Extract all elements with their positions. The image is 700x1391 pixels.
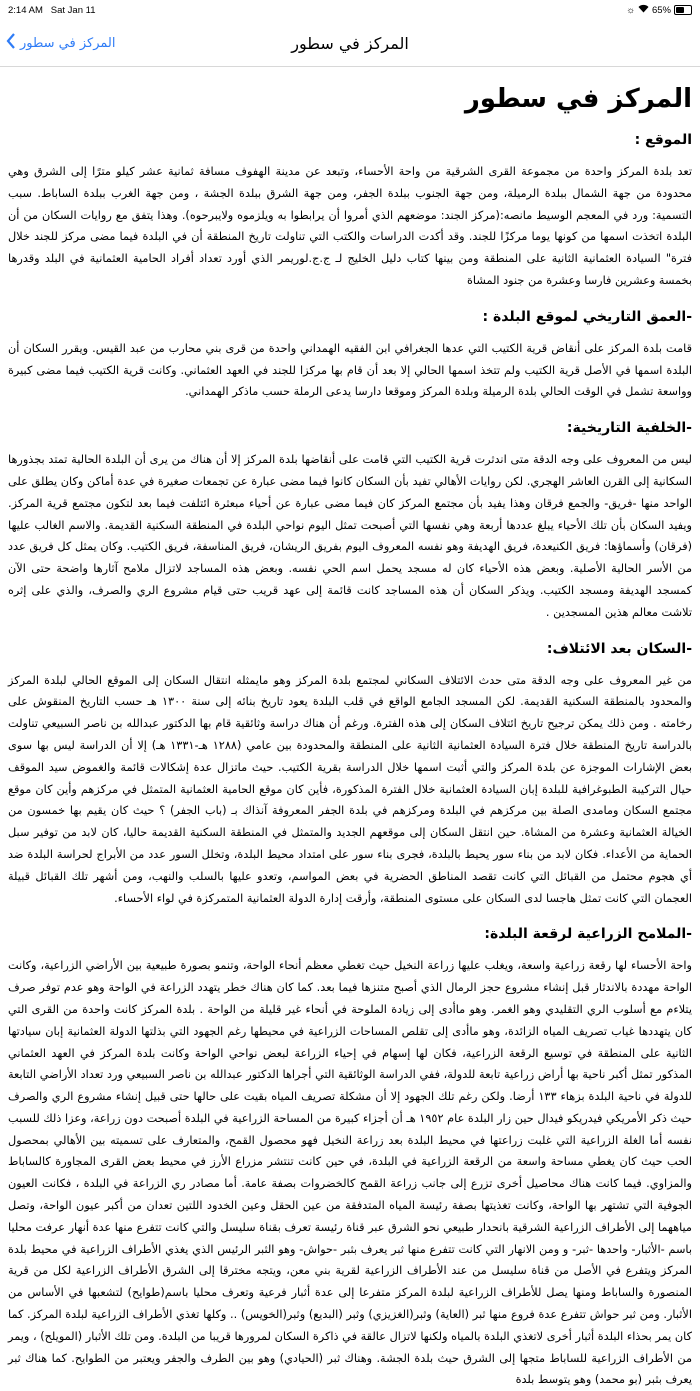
article xyxy=(0,79,700,1391)
status-left xyxy=(8,5,96,16)
section-heading: -الملامح الزراعية لرقعة البلدة: xyxy=(484,926,692,943)
section-heading: الموقع : xyxy=(634,132,692,148)
brightness-icon: ☼ xyxy=(626,4,635,16)
status-time: 2:14 AM xyxy=(8,4,43,16)
status-right xyxy=(626,4,692,16)
nav-title: المركز في سطور xyxy=(291,33,409,53)
section-body: من غير المعروف على وجه الدقة متى حدث الائتلاف السكاني لمجتمع بلدة المركز وهو مايمثله انتقال السكان إلى الموقع الحالي لبلدة المركز والمحدود بالمنطقة السكنية القديمة. لكن المسجد الجامع الواقع في قلب البلدة يعود تاريخ بنائه إلى سنة ١٣٠٠ هـ حسب التاريخ المنقوش على رخامته . ومن ذلك يمكن ترجيح تاريخ ائتلاف السكان إلى هذه الفترة. ورغم أن هناك دراسة وثائقية قام بها الدكتور عبدالله بن ناصر السبيعي تناولت بالدراسة تاريخ المنطقة خلال فترة السيادة العثمانية الثانية على المنطقة والمحدودة بين عامي (١٢٨٨ هـ-١٣٣١ هـ) إلا أن الدراسة ليس بها سوى بعض الإشارات الموجزة عن بلدة المركز والتي أثبت اسمها خلال الدراسة بقرية الكتيب. حيث ماتزال عدة إشكالات قائمة والغموض سيد الموقف حيال التركيبة الطبوغرافية للبلدة إبان السيادة العثمانية خلال الفترة المذكورة، فأين كان موقع الحامية العثمانية المتمثل في مركزهم وأين كان موقع مجتمع السكان ومامدى الصلة بين مركزهم في البلدة ومركزهم في بلدة الجفر المعروفة آنذاك بـ (باب الجفر) ؟ حيث كان يقيم بها خمسون من الخيالة العثمانية وعشرة من المشاة. حين انتقل السكان إلى موقعهم الجديد والمتمثل في المنطقة السكنية القديمة حاليا، كان لابد من توفير سبل الحماية من الأعداء. فكان لابد من بناء سور يحيط بالبلدة، فجرى بناء سور على امتداد محيط البلدة، وتخلل السور عدد من الأبراج لحراسة البلدة ضد أي هجوم محتمل من القبائل التي كانت تقصد المناطق الحضرية في بعض المواسم، وتعدو عليها بالسلب والنهب، ومن أشهر تلك القبائل قبيلة العجمان التي كانت تمثل هاجسا لدى السكان على مستوى المنطقة، وأرقت إدارة الدولة العثمانية المتمركزة في لواء الأحساء. xyxy=(8,673,692,905)
section-body: تعد بلدة المركز واحدة من مجموعة القرى الشرقية من واحة الأحساء، وتبعد عن مدينة الهفوف مسافة ثمانية عشر كيلو مترًا إلى الشرق وهي محدودة من جهة الشمال ببلدة الرميلة، ومن جهة الجنوب ببلدة الجفر، ومن جهة الشرق ببلدة الجشة ، ومن جهة الغرب ببلدة الساباط. سبب التسمية: ورد في المعجم الوسيط مانصه:(مركز الجند: موضعهم الذي أمروا أن يرابطوا به ويلزموه ولايبرحوه). وهذا يتفق مع روايات السكان من أن البلدة اتخذت اسمها من كونها يوما مركزًا للجند. وقد أكدت الدراسات والكتب التي تناولت تاريخ المنطقة أن في البلدة فيما مضى مركز للجند خلال فترة" السيادة العثمانية الثانية على المنطقة ومن بينها كتاب دليل الخليج لـ ج.ج.لوريمر الذي أورد تعداد أفراد الحامية العثمانية في البلد وقدرها بخمسة وعشرين فارسا وعشرة من جنود المشاة xyxy=(8,165,692,287)
section-heading: -الخلفية التاريخية: xyxy=(566,420,692,437)
section-heading: -السكان بعد الائتلاف: xyxy=(546,640,692,657)
battery-icon xyxy=(674,5,692,15)
section-body: قامت بلدة المركز على أنقاض قرية الكتيب التي عدها الجغرافي ابن الفقيه الهمداني واحدة من قرى بني محارب من عبد القيس. ويقرر السكان أن البلدة اسمها في الأصل قرية الكتيب ولم تتخذ اسمها الحالي إلا بعد أن قام بها مركزا للجند في العهد العثماني. وكانت قرية الكتيب فيما مضى كبيرة وواسعة تشمل في الوقت الحالي بلدة الرميلة وبلدة المركز وموقعا دارسا يدعى الرملة حسب ماذكر الهمداني. xyxy=(8,341,692,399)
section-heading: -العمق التاريخي لموقع البلدة : xyxy=(482,308,692,325)
wifi-icon xyxy=(638,4,649,16)
status-bar xyxy=(0,0,700,20)
section-body: ليس من المعروف على وجه الدقة متى اندثرت قرية الكتيب التي قامت على أنقاضها بلدة المركز إلا أن هناك من يرى أن البلدة الحالية تمتد بجذورها السكانية إلى القرن العاشر الهجري. لكن روايات الأهالي تفيد بأن السكان كانوا فيما مضى عبارة عن تجمعات صغيرة في عدة أماكن وكان يطلق على الواحد منها -فريق- والجمع فرقان وهذا يفيد بأن مجتمع المركز كان فيما مضى عبارة عن أحياء مبعثرة ائتلفت فيما بعد لتكون مجتمع قرية المركز. ويفيد السكان بأن تلك الأحياء يبلغ عددها أربعة وهي نفسها التي أصبحت تمثل اليوم نواحي البلدة في المنطقة السكنية القديمة. والاسم الغالب عليها (فرقان) وأسماؤها: فريق الكنيعدة، فريق الهديفة وهو نفسه المعروف اليوم بفريق الريشان، فريق المناسفة، فريق الكتيب. وكان يمثل كل فريق عدد من الأسر الحالية الأصلية. وبعض هذه الأحياء كان له مسجد يحمل اسم الحي نفسه. وبعض هذه المساجد لاتزال ملامح آثارها واضحة حتى الآن كمسجد الهديفة ومسجد الكتيب. ويذكر السكان أن هذه المساجد كانت قائمة إلى عهد قريب حتى قيام مشروع الري والصرف، والذي على إثره تلاشت معالم هذين المسجدين . xyxy=(8,453,692,619)
back-button[interactable] xyxy=(6,20,116,66)
navigation-bar xyxy=(0,20,700,67)
section-body: واحة الأحساء لها رقعة زراعية واسعة، ويغلب عليها زراعة النخيل حيث تغطي معظم أنحاء الواحة، وتنمو بصورة طبيعية بين الأراضي الزراعية، وكانت الواحة مهددة بالاندثار قبل إنشاء مشروع حجز الرمال الذي أصبح متنزها فيما بعد. كما كان هناك خطر يتهدد الزراعة في الواحة وهو عدم توفر صرف يتلاءم مع أسلوب الري التقليدي وهو الغمر. وهو ماأدى إلى زيادة الملوحة في أنحاء غير قليلة من الواحة . بلدة المركز كانت واحدة من القرى التي كان يتهددها غياب تصريف المياه الزائدة، وهو ماأدى إلى تقلص المساحات الزراعية في محيطها رغم الجهود التي بذلتها الدولة العثمانية إبان سيادتها الثانية على المنطقة في توسيع الرقعة الزراعية، فكان لها إسهام في إحياء الزراعة لبعض نواحي الواحة وكانت بلدة المركز في العهد العثماني المذكور تمثل أكبر ناحية بها أراض زراعية تابعة للدولة، ففي الدراسة الوثائقية التي أجراها الدكتور عبدالله بن ناصر السبيعي ورد تعداد الأراضي التابعة للدولة في ناحية البلدة بزهاء ١٣٣ أرضا. ولكن رغم تلك الجهود إلا أن مشكلة تصريف المياه بقيت على حالها حتى قبيل إنشاء مشروع الري والصرف حيث ذكر الأمريكي فيدريكو فيدال حين زار البلدة عام ١٩٥٢ هـ أن أجزاء كبيرة من المساحة الزراعية في البلدة أصبحت دون زراعة، وعزا ذلك للسبب نفسه أما الغلة الزراعية التي غلبت زراعتها في محيط البلدة بعد زراعة النخيل فهو محصول القمح، والمتعارف على تسميته بين الأهالي بمحصول الحب حيث كان يغطي مساحة واسعة من الرقعة الزراعية في البلدة، في حين كانت تنتشر مزراع الأرز في محيط بعض القرى المجاورة كالساباط والمزاوي. فيما كانت هناك محاصيل أخرى تزرع إلى جانب زراعة القمح كالخضروات بصفة عامة. أما مصادر ري الزراعة في البلدة ، فكانت العيون الجوفية التي تشتهر بها الواحة، وكانت تغذيتها بصفة رئيسة المياه المتدفقة من عين الحقل وعين الخدود اللتين تعدان من أكبر عيون الواحة، وتصل مياههما إلى الأطراف الزراعية الشرقية بانحدار طبيعي نحو الشرق عبر قناة رئيسة تعرف بقناة سليسل والتي كانت تتفرع منها عدة أنهار عرفت محليا باسم -الأثبار- واحدها -ثبر- و ومن الانهار التي كانت تتفرع منها ثبر يعرف بثبر -حواش- وهو الثبر الرئيس الذي يغذي الأطراف الزراعية في محيط بلدة المركز ويتفرع في الأصل من قناة سليسل من عند الأطراف الزراعية لقرية بني معن، ويتجه مخترقا إلى الشرق الأطراف الزراعية لكل من قرية المنصورة والساباط ومنها يصل للأطراف الزراعية لبلدة المركز متفرعا إلى عدة أثبار فرعية وتعرف محليا باسم(طوايح) لتشعبها في الأساس من الأثبار. ومن ثبر حواش تتفرع عدة فروع منها ثبر (العاية) وثبر(الغزيزي) وثبر (البديع) وثبر(الخويس) .. وكلها تغذي الأطراف الزراعية لبلدة المركز. كما كان يمر بحذاء البلدة أثبار أخرى لاتغذي البلدة بالمياه ولكنها لاتزال عالقة في ذاكرة السكان لمرورها قريبا من البلدة. ومن تلك الأثبار (المويلح) ، ويمر من الأطراف الزراعية للساباط متجها إلى الشرق حيث بلدة الجشة. وهناك ثبر (الحيادي) وهو بين الطرف والجفر ويعتبر من الطوايح. كما هناك ثبر يعرف بثبر (بو محمد) وهو يتوسط بلدة xyxy=(8,959,692,1387)
battery-percent: 65% xyxy=(651,4,671,16)
status-date: Sat Jan 11 xyxy=(50,4,96,16)
page-title: المركز في سطور xyxy=(464,84,692,114)
chevron-left-icon xyxy=(6,33,16,53)
back-button-label: المركز في سطور xyxy=(20,35,116,51)
